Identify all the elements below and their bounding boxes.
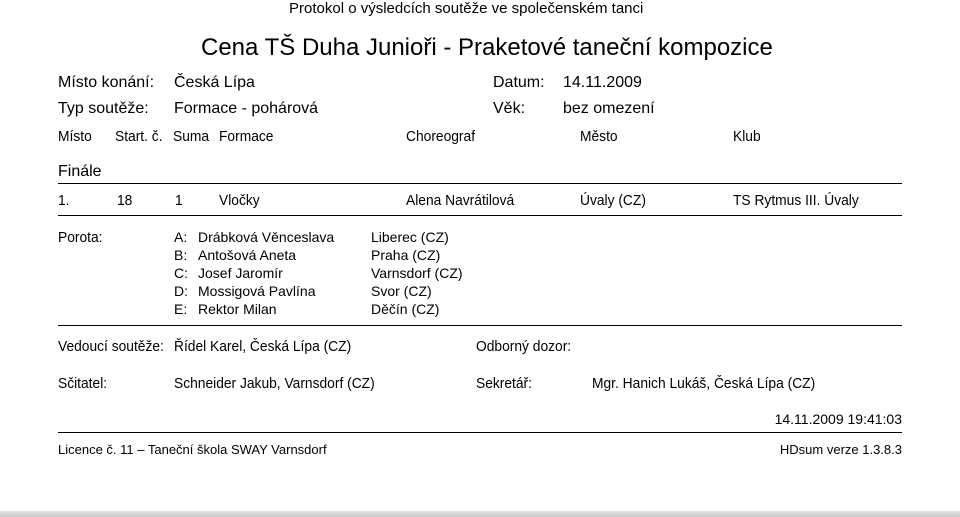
type-value: Formace - pohárová	[174, 100, 319, 117]
jury-city: Praha (CZ)	[371, 247, 441, 263]
jury-letter: E:	[174, 301, 188, 317]
final-label: Finále	[58, 163, 102, 180]
jury-city: Děčín (CZ)	[371, 301, 440, 317]
age-value: bez omezení	[563, 100, 655, 117]
secretary-value: Mgr. Hanich Lukáš, Česká Lípa (CZ)	[592, 375, 816, 392]
result-choreographer: Alena Navrátilová	[406, 192, 515, 209]
type-label: Typ soutěže:	[58, 100, 149, 117]
jury-letter: C:	[174, 265, 188, 281]
licence: Licence č. 11 – Taneční škola SWAY Varnsdorf	[58, 442, 327, 457]
result-city: Úvaly (CZ)	[580, 192, 646, 209]
col-club: Klub	[733, 128, 761, 145]
counter-value: Schneider Jakub, Varnsdorf (CZ)	[174, 375, 375, 392]
result-place: 1.	[58, 192, 70, 209]
jury-city: Svor (CZ)	[371, 283, 432, 299]
jury-city: Liberec (CZ)	[371, 229, 449, 245]
jury-name: Mossigová Pavlína	[198, 283, 316, 299]
timestamp: 14.11.2009 19:41:03	[774, 411, 902, 427]
results-divider	[58, 215, 902, 216]
footer-divider	[58, 432, 902, 433]
result-formation: Vločky	[219, 192, 260, 209]
secretary-label: Sekretář:	[476, 375, 532, 392]
result-sum: 1	[175, 192, 183, 209]
competition-title: Cena TŠ Duha Junioři - Praketové taneční kompozice	[201, 34, 773, 61]
jury-name: Drábková Věnceslava	[198, 229, 335, 245]
jury-name: Josef Jaromír	[198, 265, 283, 281]
software-version: HDsum verze 1.3.8.3	[779, 442, 902, 457]
counter-label: Sčitatel:	[58, 375, 108, 392]
age-label: Věk:	[493, 100, 526, 117]
final-divider	[58, 183, 902, 184]
page-bottom-edge	[0, 511, 960, 517]
head-value: Řídel Karel, Česká Lípa (CZ)	[174, 338, 352, 355]
head-label: Vedoucí soutěže:	[58, 338, 164, 355]
col-place: Místo	[58, 128, 92, 145]
col-sum: Suma	[173, 128, 210, 145]
result-club: TS Rytmus III. Úvaly	[733, 192, 859, 209]
result-start-no: 18	[117, 192, 133, 209]
supervisor-label: Odborný dozor:	[476, 338, 572, 355]
jury-name: Rektor Milan	[198, 301, 277, 317]
jury-city: Varnsdorf (CZ)	[371, 265, 463, 281]
venue-label: Místo konání:	[58, 74, 155, 91]
jury-letter: A:	[174, 229, 188, 245]
col-formation: Formace	[219, 128, 274, 145]
date-value: 14.11.2009	[563, 74, 642, 91]
jury-name: Antošová Aneta	[198, 247, 297, 263]
col-start-no: Start. č.	[115, 128, 163, 145]
jury-divider	[58, 325, 902, 326]
protocol-title: Protokol o výsledcích soutěže ve společenském tanci	[289, 0, 644, 17]
date-label: Datum:	[493, 74, 545, 91]
jury-letter: B:	[174, 247, 188, 263]
col-choreographer: Choreograf	[406, 128, 476, 145]
jury-label: Porota:	[58, 229, 103, 246]
venue-value: Česká Lípa	[174, 74, 255, 91]
jury-letter: D:	[174, 283, 188, 299]
col-city: Město	[580, 128, 618, 145]
